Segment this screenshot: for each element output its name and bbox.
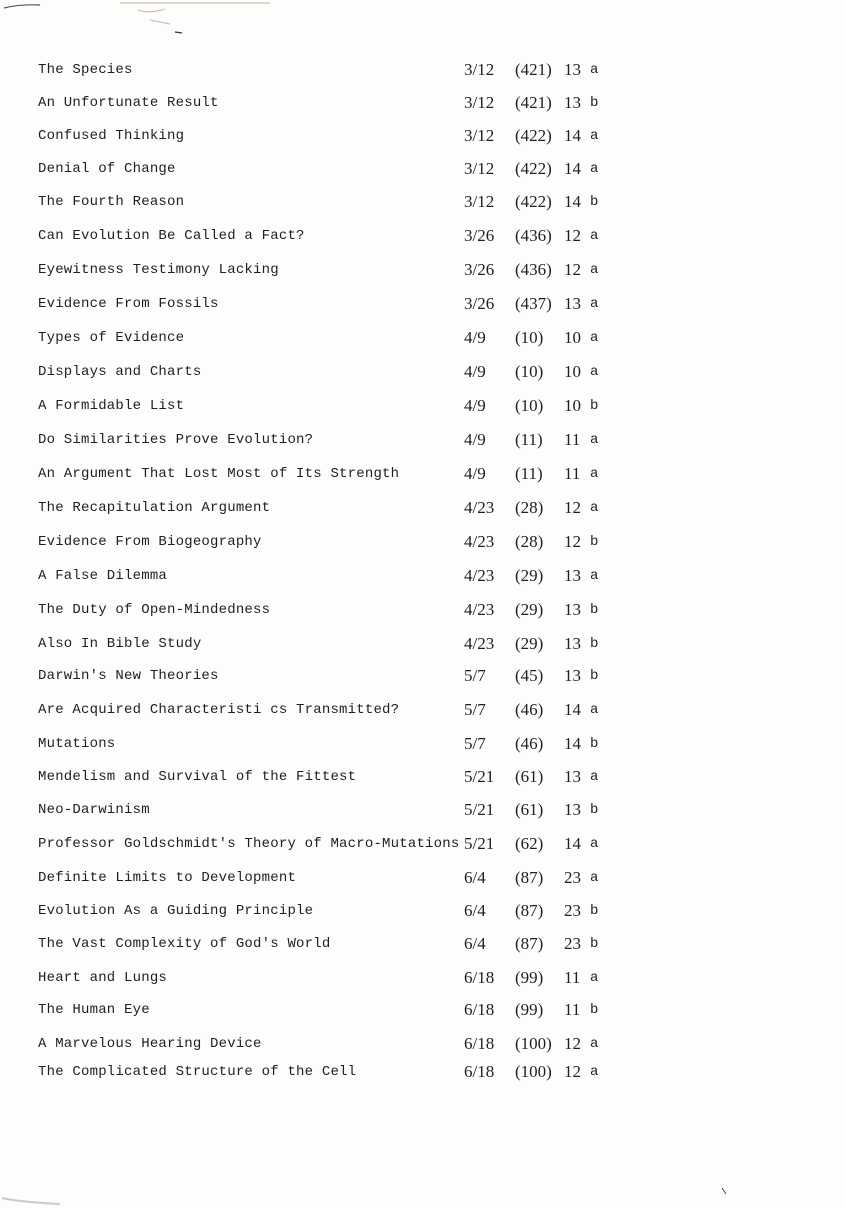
entry-reference: (61) xyxy=(515,767,544,786)
index-entry xyxy=(38,429,618,451)
index-entry xyxy=(38,1033,618,1055)
entry-reference: (421) xyxy=(515,93,552,112)
entry-title: The Duty of Open-Mindedness xyxy=(38,602,271,618)
entry-title: Are Acquired Characteristi cs Transmitted? xyxy=(38,702,400,718)
index-entry xyxy=(38,933,618,955)
entry-date: 3/26 xyxy=(464,226,495,245)
entry-column: a xyxy=(590,466,599,482)
index-entry xyxy=(38,967,618,989)
index-entry xyxy=(38,59,618,81)
entry-page: 13 xyxy=(564,767,581,786)
entry-reference: (99) xyxy=(515,968,544,987)
entry-column: b xyxy=(590,668,599,684)
entry-page: 12 xyxy=(564,498,581,517)
entry-title: Mendelism and Survival of the Fittest xyxy=(38,769,357,785)
entry-column: a xyxy=(590,161,599,177)
entry-page: 14 xyxy=(564,734,581,753)
entry-reference: (100) xyxy=(515,1062,552,1081)
entry-date: 3/12 xyxy=(464,93,495,112)
index-entry xyxy=(38,395,618,417)
entry-reference: (422) xyxy=(515,126,552,145)
index-entry xyxy=(38,92,618,114)
entry-page: 13 xyxy=(564,294,581,313)
index-entry xyxy=(38,497,618,519)
entry-reference: (46) xyxy=(515,734,544,753)
entry-date: 3/12 xyxy=(464,126,495,145)
entry-reference: (62) xyxy=(515,834,544,853)
entry-title: Professor Goldschmidt's Theory of Macro-Mutations xyxy=(38,836,460,852)
entry-reference: (29) xyxy=(515,600,544,619)
entry-column: b xyxy=(590,903,599,919)
entry-title: A Formidable List xyxy=(38,398,185,414)
entry-column: b xyxy=(590,802,599,818)
entry-page: 13 xyxy=(564,60,581,79)
entry-date: 3/12 xyxy=(464,159,495,178)
entry-title: Evidence From Fossils xyxy=(38,296,219,312)
entry-title: Do Similarities Prove Evolution? xyxy=(38,432,314,448)
entry-date: 3/12 xyxy=(464,192,495,211)
entry-reference: (100) xyxy=(515,1034,552,1053)
entry-title: The Human Eye xyxy=(38,1002,150,1018)
entry-reference: (10) xyxy=(515,362,544,381)
index-entry xyxy=(38,191,618,213)
entry-date: 5/21 xyxy=(464,800,495,819)
index-entry xyxy=(38,565,618,587)
entry-column: a xyxy=(590,1036,599,1052)
entry-page: 10 xyxy=(564,362,581,381)
entry-column: b xyxy=(590,936,599,952)
index-entry xyxy=(38,833,618,855)
entry-title: A Marvelous Hearing Device xyxy=(38,1036,262,1052)
entry-date: 6/4 xyxy=(464,868,486,887)
entry-title: Eyewitness Testimony Lacking xyxy=(38,262,279,278)
index-entry xyxy=(38,699,618,721)
entry-page: 13 xyxy=(564,800,581,819)
entry-date: 6/4 xyxy=(464,901,486,920)
entry-reference: (45) xyxy=(515,666,544,685)
entry-page: 12 xyxy=(564,532,581,551)
entry-title: An Unfortunate Result xyxy=(38,95,219,111)
entry-column: a xyxy=(590,568,599,584)
entry-column: a xyxy=(590,500,599,516)
entry-title: Neo-Darwinism xyxy=(38,802,150,818)
entry-column: a xyxy=(590,364,599,380)
entry-column: b xyxy=(590,602,599,618)
entry-column: a xyxy=(590,970,599,986)
entry-column: b xyxy=(590,194,599,210)
index-entry xyxy=(38,999,618,1021)
entry-column: a xyxy=(590,262,599,278)
entry-title: The Complicated Structure of the Cell xyxy=(38,1064,357,1080)
index-entry xyxy=(38,900,618,922)
top-smudge-marks xyxy=(0,0,846,40)
entry-date: 4/23 xyxy=(464,566,495,585)
index-entry xyxy=(38,766,618,788)
entry-date: 5/21 xyxy=(464,767,495,786)
entry-reference: (99) xyxy=(515,1000,544,1019)
entry-column: b xyxy=(590,736,599,752)
entry-column: a xyxy=(590,228,599,244)
entry-page: 13 xyxy=(564,566,581,585)
entry-reference: (61) xyxy=(515,800,544,819)
entry-page: 14 xyxy=(564,159,581,178)
index-entry xyxy=(38,158,618,180)
entry-column: a xyxy=(590,128,599,144)
entry-date: 5/7 xyxy=(464,734,486,753)
entry-reference: (436) xyxy=(515,226,552,245)
entry-column: a xyxy=(590,836,599,852)
entry-reference: (46) xyxy=(515,700,544,719)
entry-column: a xyxy=(590,296,599,312)
entry-column: b xyxy=(590,534,599,550)
entry-reference: (11) xyxy=(515,430,543,449)
entry-reference: (28) xyxy=(515,532,544,551)
entry-title: Confused Thinking xyxy=(38,128,185,144)
entry-date: 4/9 xyxy=(464,430,486,449)
entry-page: 10 xyxy=(564,328,581,347)
entry-column: b xyxy=(590,95,599,111)
entry-date: 6/18 xyxy=(464,1034,495,1053)
entry-reference: (437) xyxy=(515,294,552,313)
entry-column: a xyxy=(590,870,599,886)
entry-page: 23 xyxy=(564,901,581,920)
entry-page: 13 xyxy=(564,93,581,112)
entry-reference: (421) xyxy=(515,60,552,79)
entry-date: 4/23 xyxy=(464,532,495,551)
entry-title: Heart and Lungs xyxy=(38,970,168,986)
entry-page: 13 xyxy=(564,634,581,653)
bottom-smudge-marks xyxy=(0,1188,846,1208)
entry-page: 13 xyxy=(564,666,581,685)
entry-date: 5/7 xyxy=(464,700,486,719)
index-entry xyxy=(38,531,618,553)
entry-date: 6/4 xyxy=(464,934,486,953)
index-entry xyxy=(38,327,618,349)
entry-date: 4/9 xyxy=(464,396,486,415)
entry-page: 11 xyxy=(564,430,581,449)
entry-page: 14 xyxy=(564,126,581,145)
entry-column: a xyxy=(590,702,599,718)
entry-date: 4/23 xyxy=(464,600,495,619)
entry-date: 4/23 xyxy=(464,498,495,517)
entry-page: 11 xyxy=(564,464,581,483)
entry-page: 14 xyxy=(564,700,581,719)
entry-date: 5/21 xyxy=(464,834,495,853)
entry-column: b xyxy=(590,1002,599,1018)
entry-page: 11 xyxy=(564,1000,581,1019)
entry-page: 13 xyxy=(564,600,581,619)
index-entry xyxy=(38,633,618,655)
entry-date: 6/18 xyxy=(464,1000,495,1019)
index-entry xyxy=(38,733,618,755)
entry-page: 12 xyxy=(564,260,581,279)
entry-title: Mutations xyxy=(38,736,116,752)
entry-reference: (422) xyxy=(515,159,552,178)
entry-reference: (10) xyxy=(515,328,544,347)
entry-title: Denial of Change xyxy=(38,161,176,177)
entry-page: 11 xyxy=(564,968,581,987)
entry-page: 12 xyxy=(564,226,581,245)
entry-date: 4/9 xyxy=(464,328,486,347)
entry-reference: (87) xyxy=(515,868,544,887)
entry-title: Can Evolution Be Called a Fact? xyxy=(38,228,305,244)
entry-reference: (29) xyxy=(515,634,544,653)
index-entry xyxy=(38,665,618,687)
entry-date: 6/18 xyxy=(464,1062,495,1081)
entry-reference: (422) xyxy=(515,192,552,211)
index-entry xyxy=(38,125,618,147)
entry-page: 23 xyxy=(564,934,581,953)
entry-date: 3/12 xyxy=(464,60,495,79)
entry-title: Darwin's New Theories xyxy=(38,668,219,684)
entry-title: The Recapitulation Argument xyxy=(38,500,271,516)
index-entry xyxy=(38,799,618,821)
entry-date: 4/23 xyxy=(464,634,495,653)
index-entry xyxy=(38,867,618,889)
entry-reference: (10) xyxy=(515,396,544,415)
index-entry xyxy=(38,259,618,281)
entry-reference: (87) xyxy=(515,934,544,953)
entry-column: b xyxy=(590,398,599,414)
index-entry xyxy=(38,293,618,315)
entry-date: 6/18 xyxy=(464,968,495,987)
index-entry xyxy=(38,599,618,621)
entry-title: Evidence From Biogeography xyxy=(38,534,262,550)
entry-title: Definite Limits to Development xyxy=(38,870,297,886)
entry-title: An Argument That Lost Most of Its Strength xyxy=(38,466,400,482)
entry-page: 14 xyxy=(564,192,581,211)
entry-column: a xyxy=(590,1064,599,1080)
entry-column: a xyxy=(590,330,599,346)
entry-title: The Species xyxy=(38,62,133,78)
entry-page: 12 xyxy=(564,1034,581,1053)
entry-page: 10 xyxy=(564,396,581,415)
entry-date: 4/9 xyxy=(464,362,486,381)
entry-page: 14 xyxy=(564,834,581,853)
entry-page: 23 xyxy=(564,868,581,887)
entry-title: Also In Bible Study xyxy=(38,636,202,652)
entry-date: 4/9 xyxy=(464,464,486,483)
entry-reference: (87) xyxy=(515,901,544,920)
entry-column: a xyxy=(590,432,599,448)
entry-reference: (11) xyxy=(515,464,543,483)
entry-page: 12 xyxy=(564,1062,581,1081)
index-entry xyxy=(38,1061,618,1083)
entry-title: A False Dilemma xyxy=(38,568,168,584)
entry-date: 3/26 xyxy=(464,294,495,313)
index-entry xyxy=(38,361,618,383)
entry-title: The Fourth Reason xyxy=(38,194,185,210)
entry-reference: (29) xyxy=(515,566,544,585)
entry-title: The Vast Complexity of God's World xyxy=(38,936,331,952)
entry-title: Evolution As a Guiding Principle xyxy=(38,903,314,919)
index-entry xyxy=(38,225,618,247)
entry-title: Displays and Charts xyxy=(38,364,202,380)
entry-column: a xyxy=(590,62,599,78)
entry-date: 3/26 xyxy=(464,260,495,279)
entry-column: b xyxy=(590,636,599,652)
entry-date: 5/7 xyxy=(464,666,486,685)
entry-column: a xyxy=(590,769,599,785)
index-entry xyxy=(38,463,618,485)
entry-title: Types of Evidence xyxy=(38,330,185,346)
entry-reference: (436) xyxy=(515,260,552,279)
entry-reference: (28) xyxy=(515,498,544,517)
